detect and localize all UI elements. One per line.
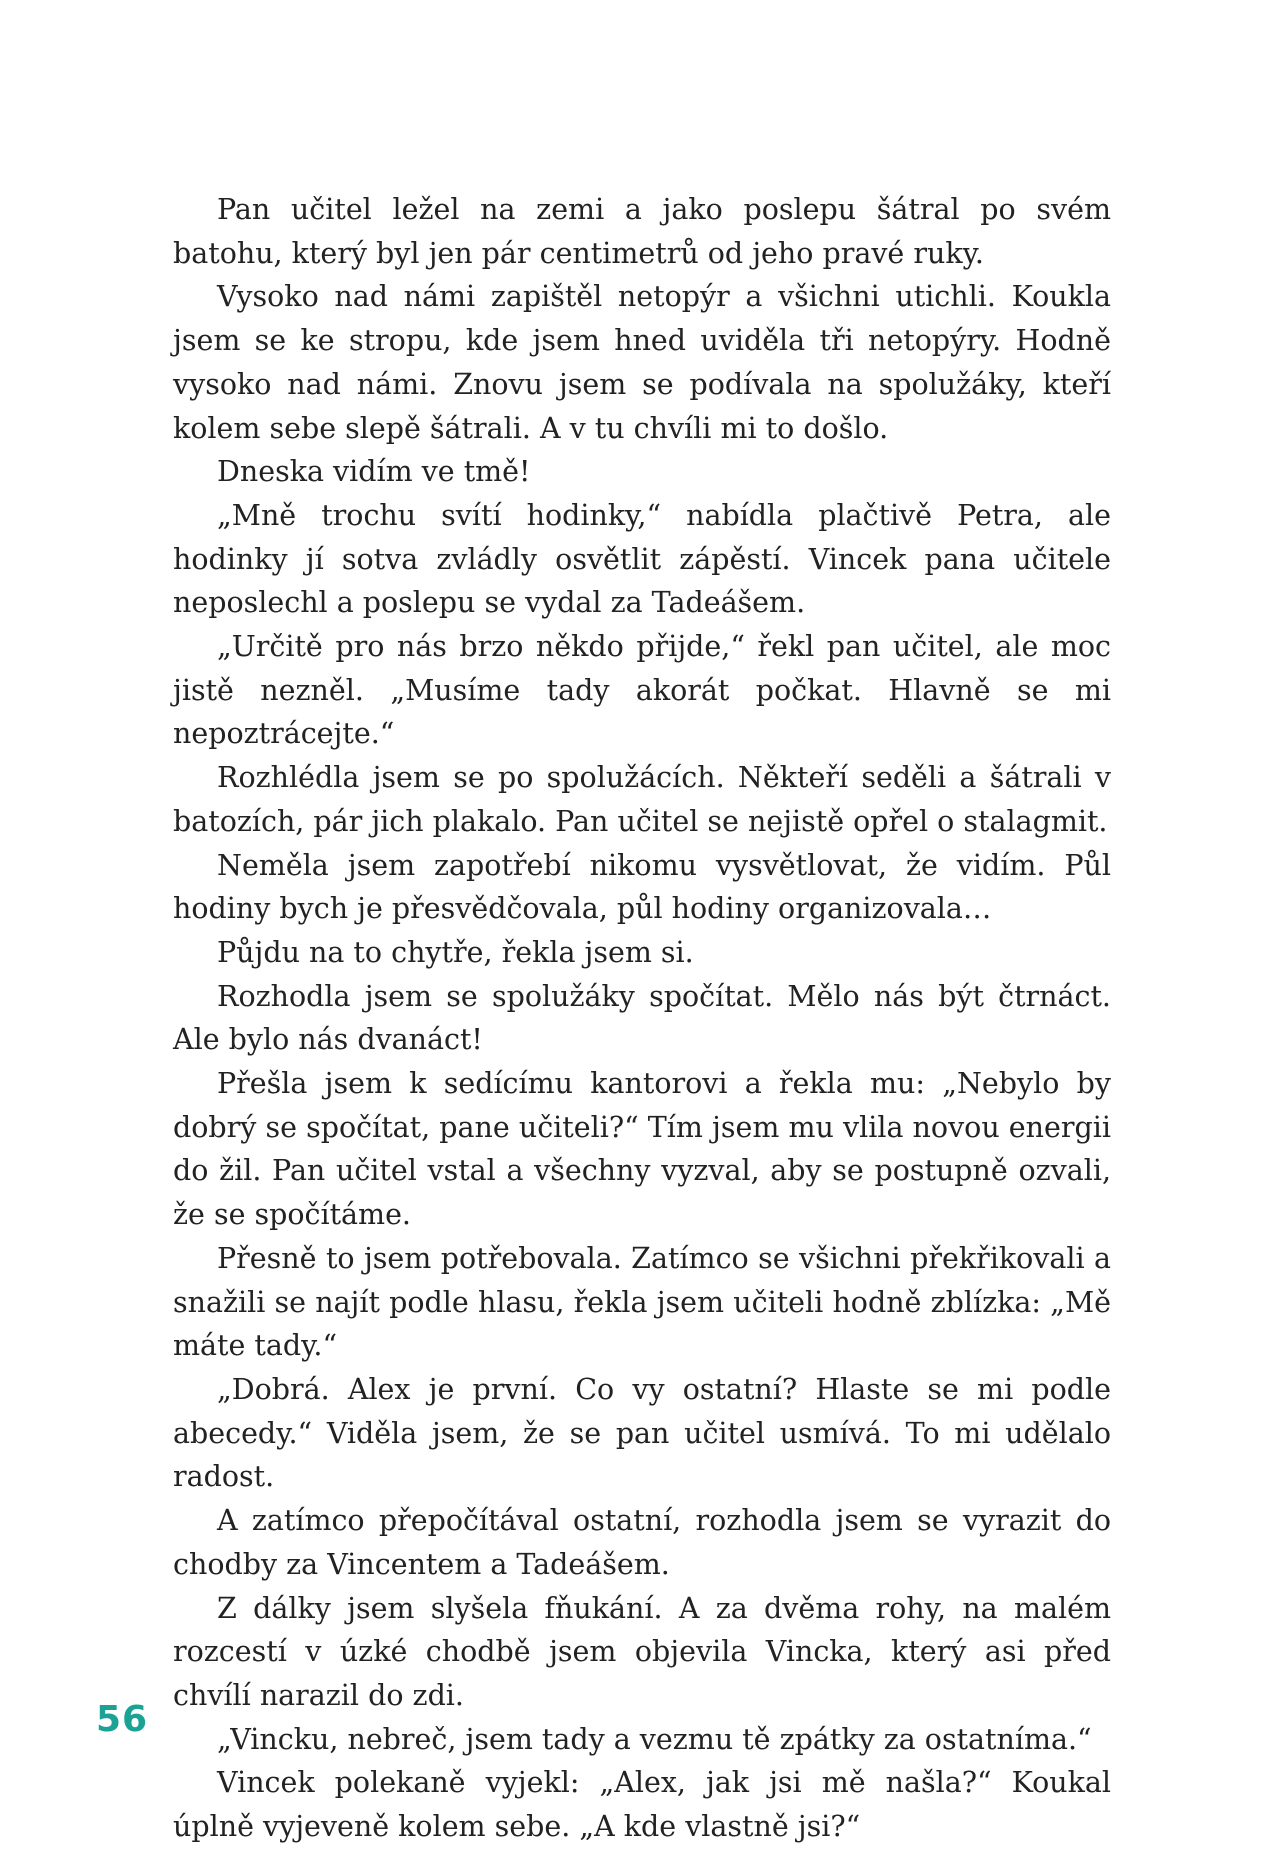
body-text bbox=[173, 188, 1111, 1849]
paragraph: Půjdu na to chytře, řekla jsem si. bbox=[217, 935, 694, 969]
paragraph: Přesně to jsem potřebovala. Zatímco se všichni překřikovali a snažili se najít podle hlasu, řekla jsem učiteli hodně zblízka: „Mě máte tady.“ bbox=[173, 1241, 1111, 1363]
paragraph: Přešla jsem k sedícímu kantorovi a řekla mu: „Nebylo by dobrý se spočítat, pane učiteli?“ Tím jsem mu vlila novou energii do žil. Pan učitel vstal a všechny vyzval, aby se postupně ozvali, že se spočítáme. bbox=[173, 1067, 1111, 1232]
paragraph: Pan učitel ležel na zemi a jako poslepu šátral po svém batohu, který byl jen pár centimetrů od jeho pravé ruky. bbox=[173, 193, 1111, 270]
paragraph: Dneska vidím ve tmě! bbox=[217, 455, 531, 489]
paragraph: „Vincku, nebreč, jsem tady a vezmu tě zpátky za ostatníma.“ bbox=[217, 1722, 1092, 1756]
page-number: 56 bbox=[96, 1699, 149, 1740]
paragraph: „Mně trochu svítí hodinky,“ nabídla plačtivě Petra, ale hodinky jí sotva zvládly osvětlit zápěstí. Vincek pana učitele neposlechl a poslepu se vydal za Tadeášem. bbox=[173, 498, 1111, 620]
paragraph: Vincek polekaně vyjekl: „Alex, jak jsi mě našla?“ Koukal úplně vyjeveně kolem sebe. „A kde vlastně jsi?“ bbox=[173, 1766, 1111, 1844]
paragraph: Vysoko nad námi zapištěl netopýr a všichni utichli. Koukla jsem se ke stropu, kde jsem hned uviděla tři netopýry. Hodně vysoko nad námi. Znovu jsem se podívala na spolužáky, kteří kolem sebe slepě šátrali. A v tu chvíli mi to došlo. bbox=[173, 280, 1111, 445]
paragraph: „Dobrá. Alex je první. Co vy ostatní? Hlaste se mi podle abecedy.“ Viděla jsem, že se pan učitel usmívá. To mi udělalo radost. bbox=[173, 1372, 1111, 1494]
paragraph: „Určitě pro nás brzo někdo přijde,“ řekl pan učitel, ale moc jistě nezněl. „Musíme tady akorát počkat. Hlavně se mi nepoztrácejte.“ bbox=[173, 630, 1111, 751]
paragraph: Z dálky jsem slyšela fňukání. A za dvěma rohy, na malém rozcestí v úzké chodbě jsem objevila Vincka, který asi před chvílí narazil do zdi. bbox=[173, 1591, 1111, 1712]
paragraph: Rozhlédla jsem se po spolužácích. Někteří seděli a šátrali v batozích, pár jich plakalo. Pan učitel se nejistě opřel o stalagmit. bbox=[173, 761, 1111, 838]
paragraph: A zatímco přepočítával ostatní, rozhodla jsem se vyrazit do chodby za Vincentem a Tadeášem. bbox=[173, 1504, 1111, 1581]
paragraph: Rozhodla jsem se spolužáky spočítat. Mělo nás být čtrnáct. Ale bylo nás dvanáct! bbox=[173, 979, 1111, 1057]
paragraph: Neměla jsem zapotřebí nikomu vysvětlovat, že vidím. Půl hodiny bych je přesvědčovala, půl hodiny organizovala… bbox=[173, 848, 1111, 926]
